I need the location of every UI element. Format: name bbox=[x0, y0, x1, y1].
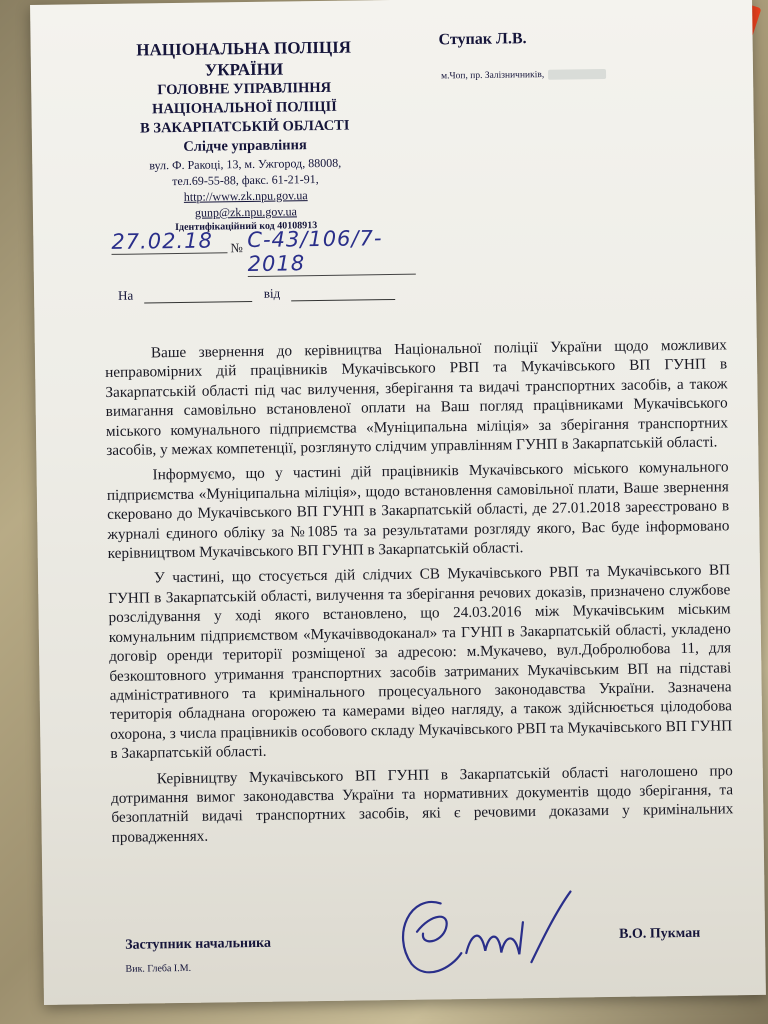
body-paragraph-4: Керівництву Мукачівського ВП ГУНП в Закарпатській області наголошено про дотримання вимог законодавства України та нормативних документів щодо зберігання, та безоплатній видачі транспортних засобів, які є речовими доказами у кримінальних провадженнях. bbox=[111, 761, 734, 846]
dept-name-line1: ГОЛОВНЕ УПРАВЛІННЯ bbox=[157, 79, 332, 99]
na-blank bbox=[145, 301, 253, 304]
org-name-line2: УКРАЇНИ bbox=[204, 59, 284, 80]
email-link[interactable]: gunp@zk.npu.gov.ua bbox=[194, 204, 298, 220]
vid-blank bbox=[291, 299, 395, 301]
signatory-name: В.О. Пукман bbox=[618, 925, 701, 942]
recipient-name: Ступак Л.В. bbox=[438, 30, 527, 49]
recipient-address-text: м.Чоп, пр. Залізничників, bbox=[441, 70, 545, 82]
body-paragraph-1: Ваше звернення до керівництва Національної поліції України щодо можливих неправомірних дій працівників Мукачівського РВП та Мукачівського ВП ГУНП в Закарпатській області під час вилучення, зберігання та видачі транспортних засобів, а також вимагання самовільно встановленої оплати на Ваш погляд працівниками Мукачівського міського комунального підприємства «Муніципальна міліція» за зберігання транспортних засобів, у межах компетенції, розглянуто слідчим управлінням ГУНП в Закарпатській області. bbox=[105, 336, 729, 460]
address-line2: тел.69-55-88, факс. 61-21-91, bbox=[172, 172, 319, 189]
letter-body bbox=[105, 335, 734, 853]
handwritten-signature bbox=[380, 871, 582, 984]
unit-name: Слідче управління bbox=[183, 137, 307, 155]
handwritten-number: С-43/106/7-2018 bbox=[247, 226, 416, 277]
executor-note: Вик. Глеба І.М. bbox=[125, 962, 192, 975]
handwritten-date: 27.02.18 bbox=[111, 228, 227, 255]
body-paragraph-2: Інформуємо, що у частині дій працівників Мукачівського міського комунального підприємства «Муніципальна міліція», щодо встановлення самовільної плати, Ваше звернення скеровано до Мукачівського ВП ГУНП в Закарпатській області, де 27.01.2018 зареєстровано в журналі єдиного обліку за №1085 та за результатами розгляду якого, Вас буде інформовано керівництвом Мукачівського ВП ГУНП в Закарпатській області. bbox=[106, 458, 730, 563]
body-paragraph-3: У частині, що стосується дій слідчих СВ Мукачівського РВП та Мукачівського ВП ГУНП в Закарпатській області, вилучення та зберігання речових доказів, призначено службове розслідування у ході якого встановлено, що 24.03.2016 між Мукачівським міським комунальним підприємством «Мукачівводоканал» та ГУНП в Закарпатській області, укладено договір оренди території розміщеної за адресою: м.Мукачево, вул.Добролюбова 11, для безкоштовного утримання транспортних засобів затриманих Мукачівським ВП на підставі адміністративного та кримінального процесуального законодавства України. Зазначена територія обладнана огорожею та камерами відео нагляду, а також здійснюється цілодобова охорона, з числа працівників особового складу Мукачівського РВП та Мукачівського ВП ГУНП в Закарпатській області. bbox=[108, 561, 733, 763]
dept-name-line2: НАЦІОНАЛЬНОЇ ПОЛІЦІЇ bbox=[152, 98, 337, 118]
number-label: № bbox=[230, 240, 243, 256]
id-code: Ідентифікаційний код 40108913 bbox=[175, 220, 318, 234]
org-name-line1: НАЦІОНАЛЬНА ПОЛІЦІЯ bbox=[136, 37, 352, 60]
website-link[interactable]: http://www.zk.npu.gov.ua bbox=[183, 188, 308, 204]
dept-name-line3: В ЗАКАРПАТСЬКІЙ ОБЛАСТІ bbox=[139, 117, 350, 137]
letter-page bbox=[30, 0, 766, 1005]
redacted-block bbox=[548, 69, 606, 80]
reference-line bbox=[118, 284, 395, 304]
signatory-title: Заступник начальника bbox=[125, 935, 272, 953]
vid-label: від bbox=[263, 285, 281, 301]
na-label: На bbox=[117, 287, 134, 303]
letterhead bbox=[109, 36, 382, 235]
address-line1: вул. Ф. Ракоці, 13, м. Ужгород, 88008, bbox=[149, 155, 342, 173]
recipient-address bbox=[441, 69, 606, 81]
